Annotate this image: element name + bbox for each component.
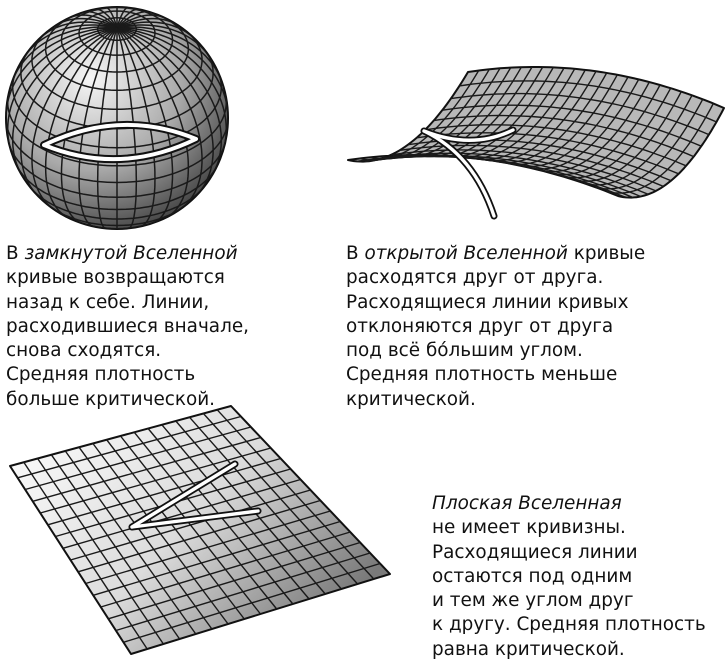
caption-line — [6, 339, 249, 363]
closed-universe-caption — [6, 242, 249, 412]
caption-line — [432, 613, 706, 637]
caption-text: отклоняются друг от друга — [346, 315, 614, 337]
caption-line — [432, 589, 706, 613]
closed-universe-sphere — [6, 7, 228, 229]
caption-line — [432, 638, 706, 662]
caption-text: остаются под одним — [432, 565, 633, 587]
caption-line — [432, 541, 706, 565]
caption-emphasis: открытой Вселенной — [364, 243, 568, 264]
caption-text: не имеет кривизны. — [432, 517, 626, 539]
caption-line — [346, 339, 645, 363]
open-universe-saddle — [348, 67, 724, 216]
caption-line — [432, 516, 706, 540]
caption-line — [346, 363, 645, 387]
caption-line — [6, 291, 249, 315]
flat-universe-plane — [10, 406, 390, 654]
caption-text: больше критической. — [6, 388, 216, 410]
caption-line — [346, 315, 645, 339]
caption-text: кривые возвращаются — [6, 267, 225, 289]
caption-line — [6, 266, 249, 290]
caption-text: равна критической. — [432, 638, 625, 660]
caption-emphasis: замкнутой Вселенной — [24, 243, 238, 264]
caption-text: В — [346, 243, 365, 264]
caption-text: Расходящиеся линии — [432, 541, 638, 563]
caption-line — [346, 388, 645, 412]
caption-emphasis: Плоская Вселенная — [432, 493, 622, 514]
caption-line — [432, 492, 706, 516]
caption-text: Средняя плотность меньше — [346, 364, 618, 386]
caption-text: к другу. Средняя плотность — [432, 614, 706, 636]
caption-text: Средняя плотность — [6, 364, 196, 386]
caption-text: снова сходятся. — [6, 340, 162, 362]
caption-line — [346, 291, 645, 315]
caption-text: расходившиеся вначале, — [6, 315, 249, 337]
flat-universe-caption — [432, 492, 706, 662]
caption-text: под всё бóльшим углом. — [346, 340, 583, 362]
caption-line — [6, 363, 249, 387]
caption-line — [346, 242, 645, 266]
caption-line — [432, 565, 706, 589]
caption-text: кривые — [567, 243, 646, 264]
caption-text: назад к себе. Линии, — [6, 291, 210, 313]
open-universe-caption — [346, 242, 645, 412]
caption-line — [6, 242, 249, 266]
caption-text: расходятся друг от друга. — [346, 267, 604, 289]
caption-text: Расходящиеся линии кривых — [346, 291, 629, 313]
caption-line — [6, 388, 249, 412]
caption-text: В — [6, 243, 25, 264]
caption-line — [346, 266, 645, 290]
caption-text: критической. — [346, 388, 476, 410]
caption-text: и тем же углом друг — [432, 590, 634, 612]
caption-line — [6, 315, 249, 339]
